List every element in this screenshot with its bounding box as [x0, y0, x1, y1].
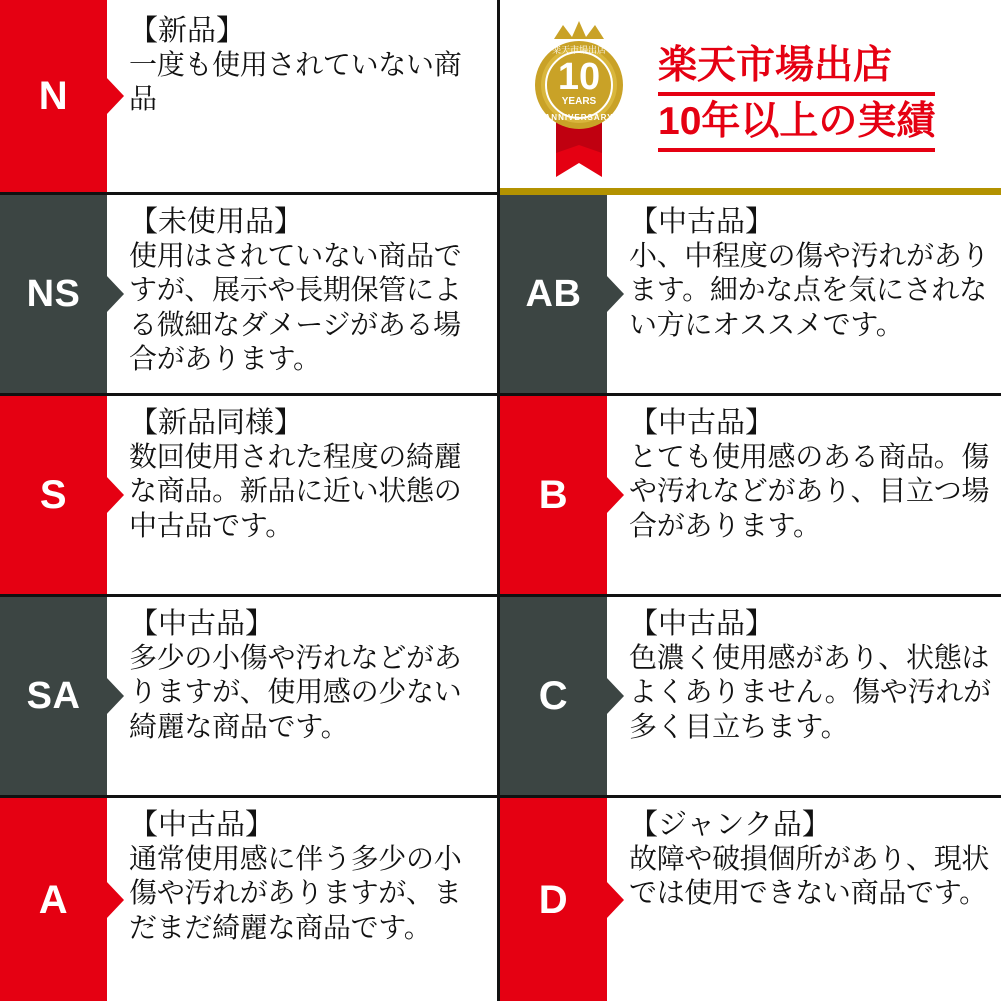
grade-badge-b [500, 396, 607, 594]
grade-cell-c [500, 597, 1001, 798]
grade-code-label: SA [26, 675, 81, 717]
grade-cell-n [0, 0, 500, 195]
grade-description: とても使用感のある商品。傷や汚れなどがあり、目立つ場合があります。 [629, 441, 990, 541]
grade-text-d [607, 798, 1001, 1001]
grade-description: 数回使用された程度の綺麗な商品。新品に近い状態の中古品です。 [129, 441, 462, 541]
arrow-notch-icon [106, 476, 124, 514]
promo-line-2: 10年以上の実績 [658, 98, 935, 152]
grade-badge-c [500, 597, 607, 795]
arrow-notch-icon [606, 275, 624, 313]
grade-description: 多少の小傷や汚れなどがありますが、使用感の少ない綺麗な商品です。 [129, 642, 462, 742]
grade-text-a [107, 798, 497, 1001]
grade-description: 故障や破損個所があり、現状では使用できない商品です。 [629, 843, 990, 909]
arrow-notch-icon [606, 476, 624, 514]
medal-years: YEARS [561, 96, 597, 107]
promo-text-block [658, 42, 935, 151]
grade-text-s [107, 396, 497, 594]
grade-cell-sa [0, 597, 500, 798]
grade-title: 【中古品】 [629, 206, 775, 238]
grade-description: 小、中程度の傷や汚れがあります。細かな点を気にされない方にオススメです。 [629, 240, 990, 340]
grade-code-label: NS [26, 273, 81, 315]
medal-number: 10 [557, 56, 601, 98]
grade-text-b [607, 396, 1001, 594]
arrow-notch-icon [106, 275, 124, 313]
arrow-notch-icon [606, 881, 624, 919]
grade-code-label: B [538, 473, 569, 517]
arrow-notch-icon [606, 677, 624, 715]
medal-anniversary: ANNIVERSARY [544, 113, 614, 122]
grade-cell-d [500, 798, 1001, 1001]
grade-title: 【未使用品】 [129, 206, 304, 238]
arrow-notch-icon [106, 881, 124, 919]
grade-cell-s [0, 396, 500, 597]
grade-description: 一度も使用されていない商品 [129, 49, 462, 115]
grade-code-label: N [38, 74, 69, 118]
grade-code-label: A [38, 877, 69, 922]
grade-title: 【中古品】 [129, 608, 275, 640]
grade-text-sa [107, 597, 497, 795]
grade-cell-a [0, 798, 500, 1001]
grade-text-ab [607, 195, 1001, 393]
grade-badge-n [0, 0, 107, 192]
grade-cell-ns [0, 195, 500, 396]
grade-title: 【ジャンク品】 [629, 809, 831, 841]
grade-title: 【新品同様】 [129, 407, 304, 439]
grade-text-ns [107, 195, 497, 393]
grade-code-label: AB [525, 273, 582, 315]
arrow-notch-icon [106, 77, 124, 115]
grade-cell-b [500, 396, 1001, 597]
grade-code-label: D [538, 877, 569, 922]
grade-code-label: C [538, 674, 569, 718]
grade-title: 【中古品】 [129, 809, 275, 841]
promo-line-1: 楽天市場出店 [658, 42, 935, 96]
grade-badge-ab [500, 195, 607, 393]
grade-description: 色濃く使用感があり、状態はよくありません。傷や汚れが多く目立ちます。 [629, 642, 991, 742]
grade-text-n [107, 0, 497, 192]
grade-badge-d [500, 798, 607, 1001]
grade-badge-s [0, 396, 107, 594]
grade-title: 【中古品】 [629, 608, 775, 640]
grade-code-label: S [39, 473, 68, 517]
arrow-notch-icon [106, 677, 124, 715]
grade-text-c [607, 597, 1001, 795]
rakuten-promo-cell [500, 0, 1001, 195]
grade-title: 【新品】 [129, 15, 246, 47]
grade-badge-ns [0, 195, 107, 393]
grade-cell-ab [500, 195, 1001, 396]
grade-description: 通常使用感に伴う多少の小傷や汚れがありますが、まだまだ綺麗な商品です。 [129, 843, 462, 943]
grade-description: 使用はされていない商品ですが、展示や長期保管による微細なダメージがある場合があります。 [129, 240, 462, 374]
grade-badge-sa [0, 597, 107, 795]
svg-text:楽天市場出店: 楽天市場出店 [551, 45, 607, 55]
grade-title: 【中古品】 [629, 407, 775, 439]
anniversary-medal-icon [514, 13, 644, 181]
grade-badge-a [0, 798, 107, 1001]
